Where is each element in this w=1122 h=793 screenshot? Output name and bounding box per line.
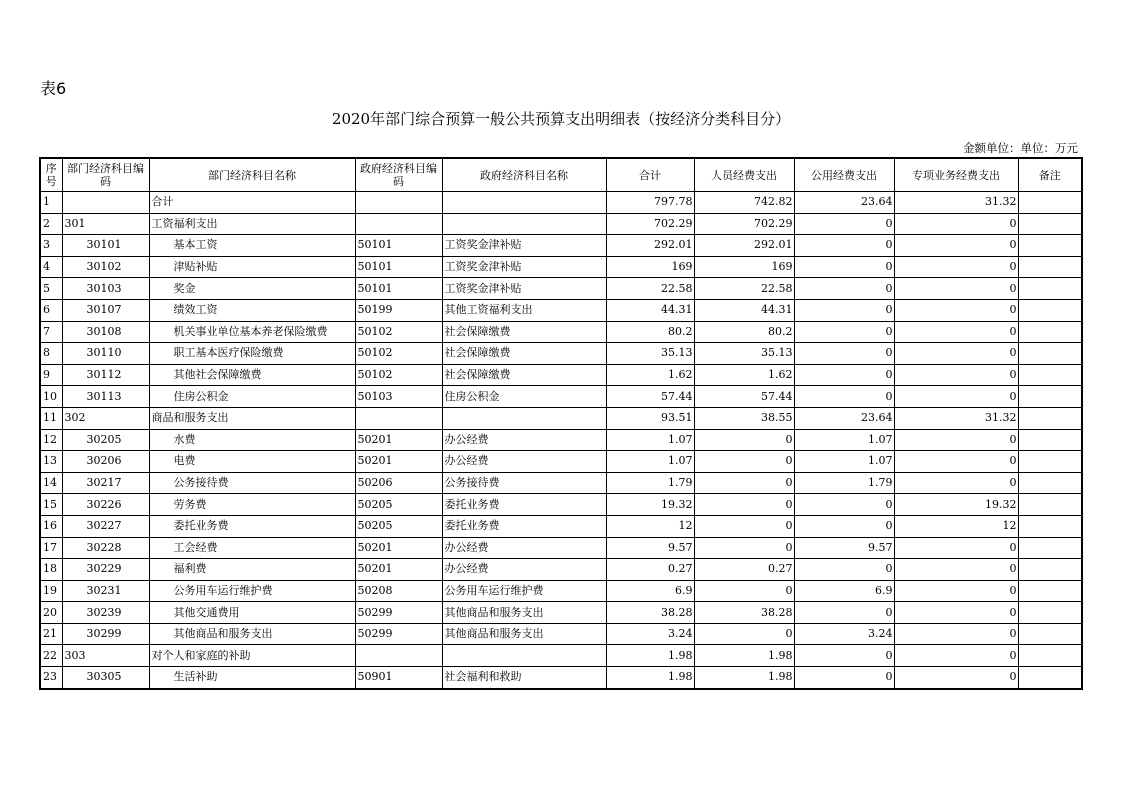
cell-dept-name: 电费 [149, 451, 355, 473]
cell-total: 6.9 [606, 580, 694, 602]
cell-dept-name: 对个人和家庭的补助 [149, 645, 355, 667]
cell-gov-code: 50102 [355, 321, 442, 343]
cell-special: 12 [894, 515, 1018, 537]
cell-gov-code: 50205 [355, 494, 442, 516]
cell-personnel: 57.44 [694, 386, 794, 408]
cell-gov-code [355, 192, 442, 214]
cell-dept-code: 30113 [62, 386, 149, 408]
cell-seq: 4 [40, 256, 62, 278]
cell-public: 0 [794, 494, 894, 516]
cell-total: 80.2 [606, 321, 694, 343]
cell-remark [1018, 451, 1082, 473]
cell-remark [1018, 278, 1082, 300]
cell-dept-code: 30228 [62, 537, 149, 559]
cell-remark [1018, 364, 1082, 386]
cell-gov-code [355, 213, 442, 235]
cell-public: 0 [794, 386, 894, 408]
cell-gov-name [442, 213, 606, 235]
cell-gov-code: 50102 [355, 343, 442, 365]
cell-gov-code: 50201 [355, 429, 442, 451]
cell-seq: 10 [40, 386, 62, 408]
cell-gov-name: 委托业务费 [442, 515, 606, 537]
cell-gov-name: 社会福利和救助 [442, 667, 606, 689]
cell-total: 3.24 [606, 623, 694, 645]
cell-public: 1.07 [794, 429, 894, 451]
table-row [40, 645, 1082, 667]
header-gov-code: 政府经济科目编码 [355, 158, 442, 192]
cell-public: 1.79 [794, 472, 894, 494]
cell-seq: 8 [40, 343, 62, 365]
cell-personnel: 38.28 [694, 602, 794, 624]
cell-seq: 5 [40, 278, 62, 300]
cell-gov-code: 50299 [355, 602, 442, 624]
cell-gov-code: 50101 [355, 235, 442, 257]
cell-personnel: 0 [694, 494, 794, 516]
cell-gov-code: 50299 [355, 623, 442, 645]
cell-public: 3.24 [794, 623, 894, 645]
cell-gov-name: 社会保障缴费 [442, 364, 606, 386]
cell-remark [1018, 472, 1082, 494]
cell-gov-name: 工资奖金津补贴 [442, 235, 606, 257]
cell-remark [1018, 494, 1082, 516]
cell-special: 0 [894, 645, 1018, 667]
cell-dept-name: 住房公积金 [149, 386, 355, 408]
cell-seq: 17 [40, 537, 62, 559]
cell-personnel: 1.98 [694, 645, 794, 667]
cell-dept-code: 30112 [62, 364, 149, 386]
header-special: 专项业务经费支出 [894, 158, 1018, 192]
cell-gov-code: 50201 [355, 559, 442, 581]
cell-dept-name: 其他社会保障缴费 [149, 364, 355, 386]
cell-total: 12 [606, 515, 694, 537]
cell-gov-name: 社会保障缴费 [442, 343, 606, 365]
cell-total: 0.27 [606, 559, 694, 581]
cell-remark [1018, 429, 1082, 451]
table-header-row [40, 158, 1082, 192]
cell-dept-name: 商品和服务支出 [149, 407, 355, 429]
cell-gov-code: 50206 [355, 472, 442, 494]
cell-gov-name [442, 645, 606, 667]
cell-personnel: 1.98 [694, 667, 794, 689]
cell-special: 0 [894, 299, 1018, 321]
cell-special: 19.32 [894, 494, 1018, 516]
cell-public: 0 [794, 213, 894, 235]
cell-total: 1.62 [606, 364, 694, 386]
cell-special: 0 [894, 580, 1018, 602]
cell-remark [1018, 667, 1082, 689]
cell-special: 0 [894, 364, 1018, 386]
cell-gov-name: 办公经费 [442, 429, 606, 451]
cell-dept-code: 30231 [62, 580, 149, 602]
cell-seq: 12 [40, 429, 62, 451]
cell-dept-code: 30107 [62, 299, 149, 321]
cell-total: 797.78 [606, 192, 694, 214]
cell-special: 0 [894, 667, 1018, 689]
header-personnel: 人员经费支出 [694, 158, 794, 192]
cell-personnel: 0 [694, 472, 794, 494]
cell-personnel: 169 [694, 256, 794, 278]
table-row [40, 537, 1082, 559]
cell-public: 6.9 [794, 580, 894, 602]
cell-gov-name: 工资奖金津补贴 [442, 278, 606, 300]
cell-remark [1018, 386, 1082, 408]
cell-remark [1018, 321, 1082, 343]
cell-personnel: 1.62 [694, 364, 794, 386]
cell-gov-name: 住房公积金 [442, 386, 606, 408]
cell-public: 0 [794, 235, 894, 257]
cell-seq: 1 [40, 192, 62, 214]
cell-gov-code: 50205 [355, 515, 442, 537]
cell-public: 0 [794, 343, 894, 365]
cell-gov-code: 50201 [355, 451, 442, 473]
cell-seq: 7 [40, 321, 62, 343]
cell-special: 0 [894, 602, 1018, 624]
cell-gov-name: 其他商品和服务支出 [442, 623, 606, 645]
cell-remark [1018, 515, 1082, 537]
cell-total: 9.57 [606, 537, 694, 559]
cell-personnel: 38.55 [694, 407, 794, 429]
cell-dept-code: 30101 [62, 235, 149, 257]
cell-special: 0 [894, 472, 1018, 494]
cell-personnel: 0 [694, 451, 794, 473]
cell-total: 1.07 [606, 451, 694, 473]
cell-total: 292.01 [606, 235, 694, 257]
table-row [40, 623, 1082, 645]
cell-special: 0 [894, 386, 1018, 408]
cell-dept-code: 30226 [62, 494, 149, 516]
table-row [40, 235, 1082, 257]
cell-dept-name: 福利费 [149, 559, 355, 581]
cell-seq: 23 [40, 667, 62, 689]
cell-seq: 9 [40, 364, 62, 386]
cell-gov-name [442, 407, 606, 429]
cell-public: 0 [794, 364, 894, 386]
cell-dept-name: 生活补助 [149, 667, 355, 689]
table-row [40, 580, 1082, 602]
cell-special: 0 [894, 343, 1018, 365]
cell-remark [1018, 192, 1082, 214]
header-public: 公用经费支出 [794, 158, 894, 192]
table-row [40, 407, 1082, 429]
cell-personnel: 0 [694, 537, 794, 559]
cell-dept-name: 奖金 [149, 278, 355, 300]
cell-special: 0 [894, 278, 1018, 300]
cell-personnel: 44.31 [694, 299, 794, 321]
cell-dept-name: 其他商品和服务支出 [149, 623, 355, 645]
cell-gov-name: 社会保障缴费 [442, 321, 606, 343]
cell-remark [1018, 299, 1082, 321]
cell-gov-code: 50201 [355, 537, 442, 559]
cell-public: 0 [794, 602, 894, 624]
cell-dept-code: 30299 [62, 623, 149, 645]
cell-dept-name: 工会经费 [149, 537, 355, 559]
cell-gov-name [442, 192, 606, 214]
cell-gov-name: 办公经费 [442, 451, 606, 473]
cell-dept-code: 301 [62, 213, 149, 235]
cell-remark [1018, 407, 1082, 429]
page-title: 2020年部门综合预算一般公共预算支出明细表（按经济分类科目分） [331, 110, 791, 128]
table-row [40, 321, 1082, 343]
cell-special: 0 [894, 623, 1018, 645]
table-row [40, 192, 1082, 214]
cell-personnel: 35.13 [694, 343, 794, 365]
cell-gov-name: 办公经费 [442, 559, 606, 581]
cell-special: 31.32 [894, 192, 1018, 214]
cell-dept-name: 公务接待费 [149, 472, 355, 494]
cell-remark [1018, 213, 1082, 235]
cell-dept-code: 303 [62, 645, 149, 667]
cell-remark [1018, 343, 1082, 365]
table-row [40, 451, 1082, 473]
cell-public: 0 [794, 645, 894, 667]
header-dept-code: 部门经济科目编码 [62, 158, 149, 192]
cell-dept-code: 30229 [62, 559, 149, 581]
cell-public: 9.57 [794, 537, 894, 559]
cell-public: 0 [794, 515, 894, 537]
cell-total: 35.13 [606, 343, 694, 365]
table-row [40, 667, 1082, 689]
table-row [40, 256, 1082, 278]
cell-remark [1018, 235, 1082, 257]
header-total: 合计 [606, 158, 694, 192]
cell-gov-name: 办公经费 [442, 537, 606, 559]
cell-total: 1.79 [606, 472, 694, 494]
table-row [40, 515, 1082, 537]
cell-gov-name: 工资奖金津补贴 [442, 256, 606, 278]
cell-dept-code: 30103 [62, 278, 149, 300]
cell-dept-name: 劳务费 [149, 494, 355, 516]
cell-total: 57.44 [606, 386, 694, 408]
cell-public: 0 [794, 559, 894, 581]
cell-seq: 15 [40, 494, 62, 516]
table-row [40, 343, 1082, 365]
table-body [40, 192, 1082, 689]
cell-seq: 21 [40, 623, 62, 645]
cell-total: 702.29 [606, 213, 694, 235]
cell-special: 31.32 [894, 407, 1018, 429]
table-row [40, 472, 1082, 494]
cell-dept-code: 30227 [62, 515, 149, 537]
cell-seq: 11 [40, 407, 62, 429]
cell-public: 0 [794, 299, 894, 321]
cell-special: 0 [894, 321, 1018, 343]
cell-gov-name: 委托业务费 [442, 494, 606, 516]
table-row [40, 299, 1082, 321]
cell-gov-code: 50101 [355, 256, 442, 278]
cell-total: 38.28 [606, 602, 694, 624]
cell-personnel: 0 [694, 515, 794, 537]
cell-seq: 14 [40, 472, 62, 494]
cell-dept-code: 30239 [62, 602, 149, 624]
header-remark: 备注 [1018, 158, 1082, 192]
cell-dept-name: 绩效工资 [149, 299, 355, 321]
cell-public: 0 [794, 321, 894, 343]
cell-dept-name: 合计 [149, 192, 355, 214]
table-row [40, 429, 1082, 451]
cell-gov-code: 50901 [355, 667, 442, 689]
cell-dept-name: 工资福利支出 [149, 213, 355, 235]
cell-gov-code [355, 645, 442, 667]
cell-remark [1018, 559, 1082, 581]
cell-gov-code: 50208 [355, 580, 442, 602]
budget-table [39, 157, 1083, 690]
cell-gov-code: 50102 [355, 364, 442, 386]
cell-gov-name: 公务接待费 [442, 472, 606, 494]
cell-remark [1018, 256, 1082, 278]
cell-gov-code [355, 407, 442, 429]
cell-personnel: 292.01 [694, 235, 794, 257]
header-gov-name: 政府经济科目名称 [442, 158, 606, 192]
table-row [40, 559, 1082, 581]
cell-remark [1018, 537, 1082, 559]
cell-remark [1018, 623, 1082, 645]
cell-public: 0 [794, 667, 894, 689]
cell-total: 93.51 [606, 407, 694, 429]
table-row [40, 278, 1082, 300]
cell-seq: 19 [40, 580, 62, 602]
cell-personnel: 22.58 [694, 278, 794, 300]
cell-dept-name: 职工基本医疗保险缴费 [149, 343, 355, 365]
cell-dept-code: 30102 [62, 256, 149, 278]
cell-public: 1.07 [794, 451, 894, 473]
table-row [40, 364, 1082, 386]
cell-dept-code: 302 [62, 407, 149, 429]
cell-seq: 2 [40, 213, 62, 235]
cell-gov-code: 50101 [355, 278, 442, 300]
cell-public: 0 [794, 278, 894, 300]
cell-dept-code: 30108 [62, 321, 149, 343]
table-number: 表6 [40, 79, 67, 98]
cell-dept-name: 其他交通费用 [149, 602, 355, 624]
cell-dept-code: 30110 [62, 343, 149, 365]
cell-special: 0 [894, 559, 1018, 581]
cell-remark [1018, 602, 1082, 624]
cell-total: 19.32 [606, 494, 694, 516]
cell-special: 0 [894, 429, 1018, 451]
cell-public: 23.64 [794, 407, 894, 429]
cell-gov-code: 50199 [355, 299, 442, 321]
header-dept-name: 部门经济科目名称 [149, 158, 355, 192]
cell-total: 1.98 [606, 667, 694, 689]
cell-seq: 16 [40, 515, 62, 537]
cell-total: 169 [606, 256, 694, 278]
cell-public: 23.64 [794, 192, 894, 214]
cell-personnel: 742.82 [694, 192, 794, 214]
table-row [40, 386, 1082, 408]
cell-gov-name: 其他商品和服务支出 [442, 602, 606, 624]
cell-seq: 3 [40, 235, 62, 257]
cell-total: 44.31 [606, 299, 694, 321]
cell-gov-name: 其他工资福利支出 [442, 299, 606, 321]
cell-special: 0 [894, 235, 1018, 257]
cell-dept-name: 委托业务费 [149, 515, 355, 537]
cell-special: 0 [894, 451, 1018, 473]
cell-special: 0 [894, 256, 1018, 278]
cell-personnel: 0 [694, 429, 794, 451]
cell-special: 0 [894, 213, 1018, 235]
table-row [40, 494, 1082, 516]
header-seq: 序号 [40, 158, 62, 192]
cell-remark [1018, 580, 1082, 602]
cell-dept-name: 津贴补贴 [149, 256, 355, 278]
cell-remark [1018, 645, 1082, 667]
cell-public: 0 [794, 256, 894, 278]
cell-personnel: 702.29 [694, 213, 794, 235]
cell-dept-code: 30206 [62, 451, 149, 473]
cell-personnel: 80.2 [694, 321, 794, 343]
cell-dept-name: 机关事业单位基本养老保险缴费 [149, 321, 355, 343]
cell-dept-name: 水费 [149, 429, 355, 451]
cell-dept-code [62, 192, 149, 214]
cell-dept-name: 基本工资 [149, 235, 355, 257]
amount-unit: 金额单位：单位：万元 [963, 141, 1078, 155]
cell-total: 1.07 [606, 429, 694, 451]
cell-dept-code: 30217 [62, 472, 149, 494]
cell-personnel: 0 [694, 580, 794, 602]
cell-seq: 13 [40, 451, 62, 473]
table-row [40, 602, 1082, 624]
cell-personnel: 0.27 [694, 559, 794, 581]
cell-dept-code: 30305 [62, 667, 149, 689]
cell-gov-name: 公务用车运行维护费 [442, 580, 606, 602]
cell-seq: 6 [40, 299, 62, 321]
cell-total: 1.98 [606, 645, 694, 667]
cell-dept-code: 30205 [62, 429, 149, 451]
table-row [40, 213, 1082, 235]
cell-seq: 20 [40, 602, 62, 624]
cell-dept-name: 公务用车运行维护费 [149, 580, 355, 602]
cell-gov-code: 50103 [355, 386, 442, 408]
cell-seq: 22 [40, 645, 62, 667]
cell-personnel: 0 [694, 623, 794, 645]
cell-seq: 18 [40, 559, 62, 581]
cell-special: 0 [894, 537, 1018, 559]
cell-total: 22.58 [606, 278, 694, 300]
